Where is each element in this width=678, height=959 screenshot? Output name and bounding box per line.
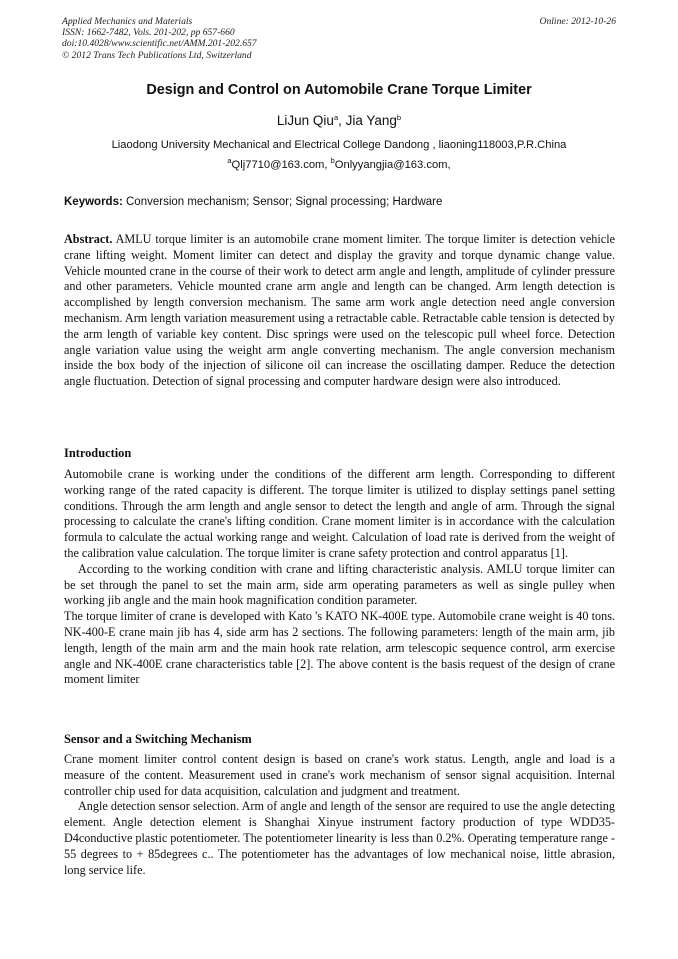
email-superscript: b bbox=[330, 156, 335, 165]
abstract-label: Abstract. bbox=[64, 232, 113, 246]
keywords-text: Conversion mechanism; Sensor; Signal processing; Hardware bbox=[122, 196, 443, 208]
online-date: Online: 2012-10-26 bbox=[539, 16, 616, 27]
author-list bbox=[0, 113, 678, 128]
affiliation: Liaodong University Mechanical and Electrical College Dandong , liaoning118003,P.R.China bbox=[111, 139, 567, 151]
paragraph: Angle detection sensor selection. Arm of angle and length of the sensor are required to use the angle detecting element. Angle detection element is Shanghai Xinyue instrument factory production of type WDD35-D4conductive plastic potentiometer. The potentiometer linearity is less than 0.2%. Operating temperature range - 55 degrees to + 85degrees c.. The potentiometer has the advantages of low mechanical noise, little abrasion, long service life. bbox=[64, 799, 615, 877]
email-list bbox=[0, 156, 678, 171]
issn-line: ISSN: 1662-7482, Vols. 201-202, pp 657-660 bbox=[62, 27, 235, 39]
journal-name: Applied Mechanics and Materials bbox=[62, 16, 193, 27]
author-superscript: a bbox=[333, 113, 339, 122]
abstract-text: AMLU torque limiter is an automobile crane moment limiter. The torque limiter is detection vehicle crane lifting weight. Moment limiter can detect and display the gravity and torque dynamic change value. Vehicle mounted crane in the course of their work to detect arm angle and length, amplitude of cylinder pressure and other parameters. Vehicle mounted crane arm angle and length can be changed. Arm length detection is accomplished by length conversion mechanism. The same arm work angle detection need angle conversion mechanism. Arm length variation measurement using a retractable cable. Retractable cable tension is detected by the arm length of variable key content. Disc springs were used on the telescopic pull wheel force. Detection angle variation value using the weight arm angle converting mechanism. The angle conversion mechanism inside the box body of the injection of silicone oil can increase the oscillating damper. Reduce the detection angle fluctuation. Detection of signal processing and computer hardware design were also introduced. bbox=[64, 232, 615, 389]
keywords-label: Keywords: bbox=[64, 196, 123, 208]
email-address[interactable]: Onlyyangjia@163.com, bbox=[334, 159, 451, 171]
paragraph: Crane moment limiter control content design is based on crane's work status. Length, angle and load is a measure of the content. Measurement used in crane's work mechanism of sensor signal acquisition. Internal controller chip used for data acquisition, calculation and judgment and treatment. bbox=[64, 752, 615, 798]
abstract bbox=[64, 232, 615, 390]
paragraph: Automobile crane is working under the conditions of the different arm length. Corresponding to different working range of the rated capacity is different. The torque limiter is utilized to display settings panel setting conditions. Through the arm length and angle sensor to detect the length and angle of arm. Through the signal processing to calculate the crane's lifting condition. Crane moment limiter is in accordance with the calculation formula to calculate the actual working range and weight. Calculation of load rate is derived from the weight of the calibration value calculation. The torque limiter is crane safety protection and control apparatus [1]. bbox=[64, 467, 615, 560]
section-heading-sensor: Sensor and a Switching Mechanism bbox=[64, 732, 252, 746]
paragraph: The torque limiter of crane is developed with Kato 's KATO NK-400E type. Automobile crane weight is 40 tons. NK-400-E crane main jib has 4, side arm has 2 sections. The following parameters: length of the main arm, jib length, length of the main arm and the main hook rate relation, arm telescopic sequence control, arm exercise angle and NK-400E crane characteristics table [2]. The above content is the basis request of the design of crane moment limiter bbox=[64, 609, 615, 687]
journal-header bbox=[62, 16, 257, 61]
email-superscript: a bbox=[227, 156, 232, 165]
author-superscript: b bbox=[396, 113, 402, 122]
email-address[interactable]: Qlj7710@163.com, bbox=[231, 159, 331, 171]
section-heading-introduction: Introduction bbox=[64, 446, 132, 460]
doi-line[interactable]: doi:10.4028/www.scientific.net/AMM.201-202.657 bbox=[62, 38, 257, 50]
author-name: Jia Yang bbox=[345, 113, 397, 128]
sensor-section bbox=[64, 752, 615, 878]
introduction-section bbox=[64, 467, 615, 688]
author-separator: , bbox=[338, 113, 346, 128]
copyright-line: © 2012 Trans Tech Publications Ltd, Switzerland bbox=[62, 49, 252, 61]
keywords bbox=[64, 196, 616, 208]
paper-title: Design and Control on Automobile Crane Torque Limiter bbox=[146, 82, 532, 98]
paragraph: According to the working condition with crane and lifting characteristic analysis. AMLU torque limiter can be set through the panel to set the main arm, side arm operating parameters as well as single pulley when working jib angle and the main hook magnification condition parameter. bbox=[64, 561, 615, 608]
author-name: LiJun Qiu bbox=[276, 113, 334, 128]
